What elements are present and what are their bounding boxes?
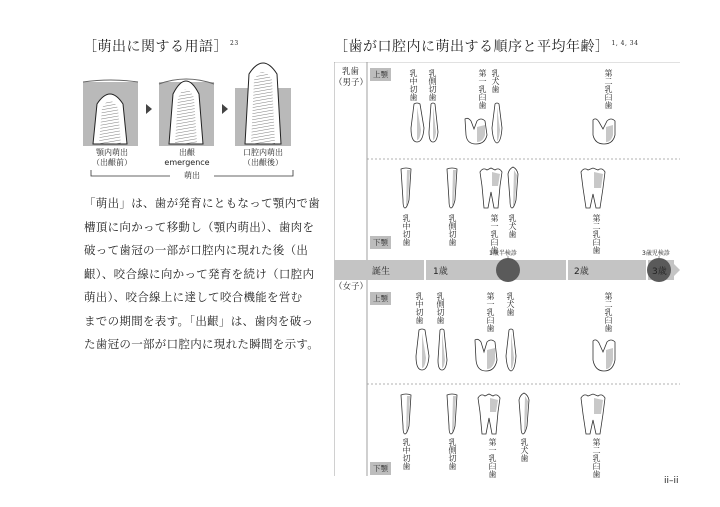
caption-line: （出齦前） [92, 158, 132, 167]
stage-oral-eruption [235, 63, 291, 146]
female-lower-central-incisor-label: 乳中切歯 [402, 438, 411, 470]
female-upper-canine-label: 乳犬歯 [506, 292, 515, 316]
female-lower-jaw-tag: 下顎 [370, 462, 391, 475]
female-upper-lateral-incisor-label: 乳側切歯 [436, 292, 445, 324]
checkup-marker-18m [496, 258, 520, 282]
male-upper-canine [489, 102, 505, 144]
checkup-3y-label: 3歳児検診 [642, 250, 670, 257]
male-upper-canine-label: 乳犬歯 [491, 69, 500, 93]
female-upper-canine [503, 328, 519, 372]
female-upper-jaw-tag: 上顎 [370, 292, 391, 305]
female-lower-central-incisor [398, 392, 414, 436]
paragraph-line: 齦）、咬合線に向かって発育を続け（口腔内 [84, 266, 315, 281]
female-label-line: （女子） [334, 282, 369, 292]
female-lower-lateral-incisor-label: 乳側切歯 [448, 438, 457, 470]
right-heading [334, 36, 638, 56]
male-upper-second-molar-label: 第二乳臼歯 [604, 69, 613, 109]
female-upper-second-molar [591, 338, 617, 372]
page-number: ii–ii [664, 476, 679, 486]
caption-stage3 [232, 148, 294, 168]
timeline-age3: 3歳 [652, 267, 667, 277]
female-lower-canine [516, 392, 532, 436]
male-lower-second-molar [578, 166, 608, 210]
female-lower-second-molar-label: 第二乳臼歯 [592, 438, 601, 478]
male-upper-jaw-tag: 上顎 [370, 68, 391, 81]
left-heading-text: ［萌出に関する用語］ [83, 39, 228, 55]
left-heading-ref: 23 [230, 40, 239, 48]
arrow-icon [146, 104, 152, 114]
timeline-age1: 1歳 [433, 267, 448, 277]
left-heading [83, 36, 239, 56]
male-lower-lateral-incisor [444, 166, 460, 210]
paragraph-line: 萌出）、咬合線上に達して咬合機能を営む [84, 290, 303, 304]
caption-line: emergence [164, 158, 210, 167]
male-lower-canine-label: 乳犬歯 [508, 214, 517, 238]
male-lower-canine [505, 166, 521, 210]
caption-line: 口腔内萌出 [243, 148, 283, 157]
male-lower-jaw-tag: 下顎 [370, 236, 391, 249]
paragraph-line: 「萌出」は、歯が発育にともなって顎内で歯 [84, 196, 320, 210]
paragraph-line: 破って歯冠の一部が口腔内に現れた後（出 [84, 243, 309, 257]
female-upper-central-incisor-label: 乳中切歯 [415, 292, 424, 324]
male-upper-lateral-incisor-label: 乳側切歯 [428, 69, 437, 101]
caption-line: 出齦 [179, 148, 195, 157]
female-lower-second-molar [578, 392, 608, 436]
stage-emergence [159, 79, 214, 146]
male-upper-first-molar [463, 117, 489, 145]
bracket-label: 萌出 [184, 171, 200, 180]
male-upper-lateral-incisor [426, 102, 440, 144]
male-lower-central-incisor [398, 166, 414, 210]
male-upper-first-molar-label: 第一乳臼歯 [478, 69, 487, 109]
female-upper-first-molar-label: 第一乳臼歯 [486, 292, 495, 332]
female-lower-first-molar-label: 第一乳臼歯 [488, 438, 497, 478]
male-upper-central-incisor-label: 乳中切歯 [409, 69, 418, 101]
right-heading-text: ［歯が口腔内に萌出する順序と平均年齢］ [334, 39, 610, 55]
male-label-line: 乳歯 [341, 67, 359, 77]
paragraph-line: までの期間を表す。「出齦」は、歯肉を破っ [84, 313, 314, 328]
female-upper-lateral-incisor [435, 328, 449, 372]
caption-stage2 [159, 148, 215, 168]
caption-line: 顎内萌出 [96, 148, 128, 157]
male-lower-first-molar-label: 第一乳臼歯 [490, 214, 499, 254]
caption-stage1 [84, 148, 140, 168]
male-lower-second-molar-label: 第二乳臼歯 [592, 214, 601, 254]
male-lower-lateral-incisor-label: 乳側切歯 [448, 214, 457, 246]
arrow-icon [222, 104, 228, 114]
female-upper-central-incisor [413, 328, 433, 372]
stage-intraosseous [83, 80, 138, 146]
female-upper-second-molar-label: 第二乳臼歯 [604, 292, 613, 332]
male-label-line: （男子） [334, 78, 369, 88]
male-lower-central-incisor-label: 乳中切歯 [402, 214, 411, 246]
female-lower-first-molar [475, 392, 503, 436]
explanation-paragraph [84, 192, 320, 357]
female-lower-lateral-incisor [444, 392, 460, 436]
male-upper-second-molar [591, 117, 617, 145]
eruption-stages-illustration [83, 58, 298, 148]
timeline-age2: 2歳 [574, 267, 589, 277]
male-label [334, 67, 367, 89]
female-upper-first-molar [473, 338, 499, 372]
paragraph-line: た歯冠の一部が口腔内に現れた瞬間を示す。 [84, 337, 320, 351]
female-lower-canine-label: 乳犬歯 [520, 438, 529, 462]
right-heading-ref: 1, 4, 34 [611, 40, 639, 48]
paragraph-line: 槽頂に向かって移動し（顎内萌出）、歯肉を [84, 219, 315, 234]
timeline-birth: 誕生 [372, 267, 391, 277]
male-upper-central-incisor [408, 102, 428, 144]
checkup-18m-label: 1歳半検診 [489, 250, 517, 257]
male-lower-first-molar [477, 166, 505, 210]
caption-line: （出齦後） [243, 158, 283, 167]
